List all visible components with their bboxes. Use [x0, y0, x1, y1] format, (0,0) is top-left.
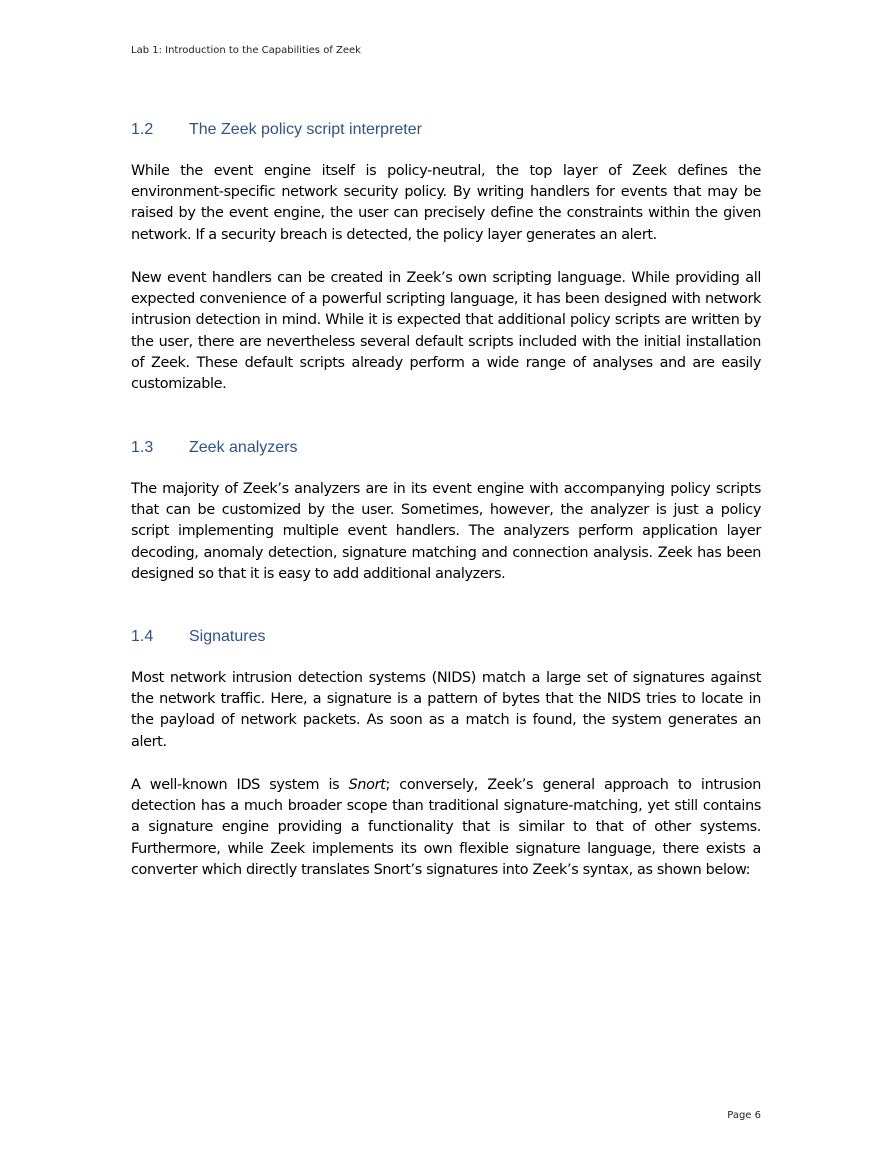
- paragraph: New event handlers can be created in Zeek’s own scripting language. While providing all expected convenience of a powerful scripting language, it has been designed with network intrusion detection in mind. While it is expected that additional policy scripts are written by the user, there are nevertheless several default scripts included with the initial installation of Zeek. These default scripts already perform a wide range of analyses and are easily customizable.: [131, 270, 761, 393]
- running-header: Lab 1: Introduction to the Capabilities of Zeek: [131, 45, 361, 56]
- paragraph: Most network intrusion detection systems (NIDS) match a large set of signatures against the network traffic. Here, a signature is a pattern of bytes that the NIDS tries to locate in the payload of network packets. As soon as a match is found, the system generates an alert.: [131, 670, 761, 750]
- paragraph: The majority of Zeek’s analyzers are in its event engine with accompanying policy scripts that can be customized by the user. Sometimes, however, the analyzer is just a policy script implementing multiple event handlers. The analyzers perform application layer decoding, anomaly detection, signature matching and connection analysis. Zeek has been designed so that it is easy to add additional analyzers.: [131, 481, 761, 582]
- paragraph: While the event engine itself is policy-neutral, the top layer of Zeek defines the environment-specific network security policy. By writing handlers for events that may be raised by the event engine, the user can precisely define the constraints within the given network. If a security breach is detected, the policy layer generates an alert.: [131, 163, 761, 243]
- section-heading-1-2: [131, 121, 422, 139]
- page-number: Page 6: [727, 1110, 761, 1121]
- section-title: Signatures: [189, 628, 266, 645]
- paragraph-snort: [131, 775, 761, 881]
- section-number: 1.3: [131, 439, 154, 456]
- section-heading-1-4: [131, 628, 266, 646]
- snort-text-after: ; conversely, Zeek’s general approach to intrusion detection has a much broader scope than traditional signature-matching, yet still contains a signature engine providing a functionality that is similar to that of other systems. Furthermore, while Zeek implements its own flexible signature language, there exists a converter which directly translates Snort’s signatures into Zeek’s syntax, as shown below:: [131, 777, 761, 878]
- section-title: Zeek analyzers: [189, 439, 298, 456]
- section-number: 1.2: [131, 121, 154, 138]
- section-number: 1.4: [131, 628, 154, 645]
- snort-emphasis: Snort: [348, 777, 386, 793]
- snort-text-before: A well-known IDS system is: [131, 777, 349, 793]
- section-title: The Zeek policy script interpreter: [189, 121, 422, 138]
- section-heading-1-3: [131, 439, 298, 457]
